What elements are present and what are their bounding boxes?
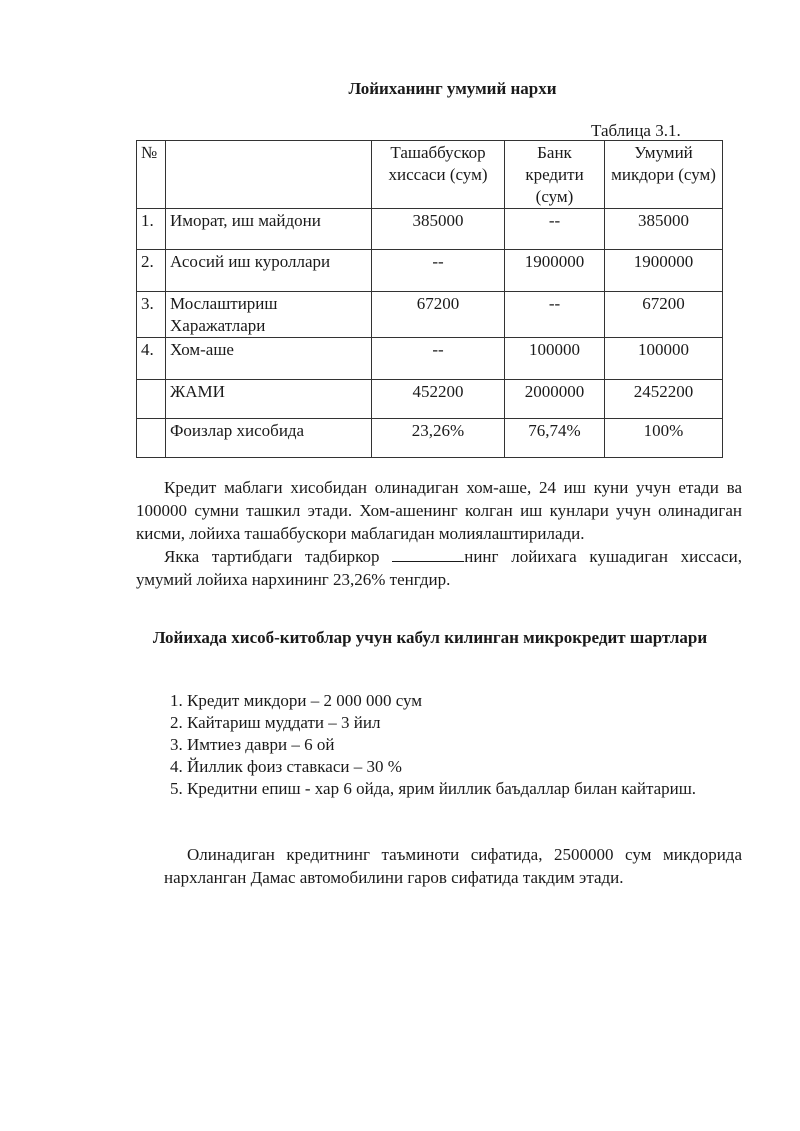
list-item: 3. Имтиез даври – 6 ой — [187, 734, 765, 756]
row-item: Хом-аше — [166, 338, 372, 380]
row-bank-credit: 76,74% — [505, 419, 605, 458]
row-total: 2452200 — [605, 380, 723, 419]
blank-name-field — [392, 547, 464, 562]
page-title: Лойиханинг умумий нархи — [348, 79, 557, 98]
paragraph-entrepreneur-share-end: нинг лойихага кушадиган хиссаси, умумий лойиха нархининг 23,26% тенгдир. — [136, 547, 742, 589]
row-bank-credit: 2000000 — [505, 380, 605, 419]
row-initiator-share: 385000 — [372, 209, 505, 250]
row-bank-credit: -- — [505, 292, 605, 338]
table-caption: Таблица 3.1. — [591, 121, 681, 140]
table-header-row — [137, 141, 723, 209]
list-item: 5. Кредитни епиш - хар 6 ойда, ярим йиллик баъдаллар билан кайтариш. — [187, 778, 765, 800]
header-cell-item — [166, 141, 372, 209]
row-number: 2. — [137, 250, 166, 292]
paragraph-entrepreneur-share — [136, 545, 742, 591]
list-item: 2. Кайтариш муддати – 3 йил — [187, 712, 765, 734]
paragraph-entrepreneur-share-start: Якка тартибдаги тадбиркор — [164, 547, 393, 566]
row-total: 100% — [605, 419, 723, 458]
row-number: 1. — [137, 209, 166, 250]
list-item: 1. Кредит микдори – 2 000 000 сум — [187, 690, 765, 712]
paragraph-credit-raw-material: Кредит маблаги хисобидан олинадиган хом-аше, 24 иш куни учун етади ва 100000 сумни ташкил этади. Хом-ашенинг колган иш кунлари учун олинадиган кисми, лойиха ташаббускори маблагидан молиялаштирилади. — [136, 478, 742, 543]
row-item: Асосий иш куроллари — [166, 250, 372, 292]
row-total: 385000 — [605, 209, 723, 250]
row-number: 3. — [137, 292, 166, 338]
header-cell-initiator-share: Ташаббускор хиссаси (сум) — [372, 141, 505, 209]
row-initiator-share: -- — [372, 250, 505, 292]
body-text-block — [136, 476, 742, 591]
table-row-total — [137, 380, 723, 419]
header-cell-bank-credit: Банк кредити (сум) — [505, 141, 605, 209]
row-bank-credit: 100000 — [505, 338, 605, 380]
row-item: ЖАМИ — [166, 380, 372, 419]
row-bank-credit: -- — [505, 209, 605, 250]
row-initiator-share: 67200 — [372, 292, 505, 338]
row-initiator-share: 23,26% — [372, 419, 505, 458]
table-row — [137, 209, 723, 250]
row-initiator-share: 452200 — [372, 380, 505, 419]
header-cell-total: Умумий микдори (сум) — [605, 141, 723, 209]
paragraph-collateral: Олинадиган кредитнинг таъминоти сифатида, 2500000 сум микдорида нархланган Дамас автомобилини гаров сифатида такдим этади. — [164, 845, 742, 887]
table-row — [137, 292, 723, 338]
row-initiator-share: -- — [372, 338, 505, 380]
row-total: 100000 — [605, 338, 723, 380]
header-cell-number: № — [137, 141, 166, 209]
row-total: 67200 — [605, 292, 723, 338]
row-item: Иморат, иш майдони — [166, 209, 372, 250]
project-cost-table — [136, 140, 723, 458]
microcredit-terms-list — [164, 690, 765, 800]
section-heading: Лойихада хисоб-китоблар учун кабул килинган микрокредит шартлари — [152, 628, 708, 647]
row-bank-credit: 1900000 — [505, 250, 605, 292]
row-item: Фоизлар хисобида — [166, 419, 372, 458]
table-row — [137, 250, 723, 292]
table-row-percent — [137, 419, 723, 458]
row-number: 4. — [137, 338, 166, 380]
row-item: Мослаштириш Харажатлари — [166, 292, 372, 338]
row-number — [137, 419, 166, 458]
table-row — [137, 338, 723, 380]
row-total: 1900000 — [605, 250, 723, 292]
list-item: 4. Йиллик фоиз ставкаси – 30 % — [187, 756, 765, 778]
row-number — [137, 380, 166, 419]
